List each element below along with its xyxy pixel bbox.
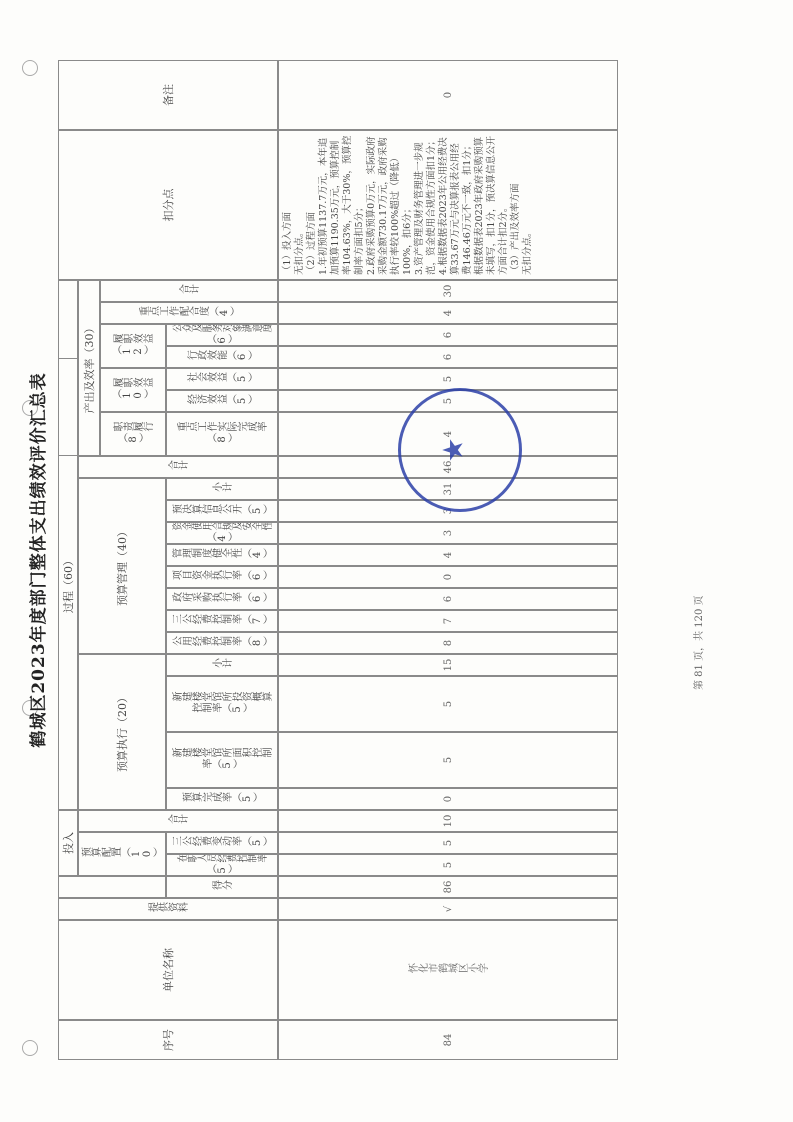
deduction-line: 1.年初预算1137.7万元，本年追加预算1190.35万元，预算控制率104.63%，大于30%，预算控制率方面扣5分； (318, 135, 365, 275)
col-header-score-top (58, 876, 166, 898)
col-header-score: 得分 (166, 876, 278, 898)
col-header-sanggong-change: 三公经费变动率（5） (166, 832, 278, 854)
document-title: 鹤城区2023年度部门整体支出绩效评价汇总表 (29, 372, 49, 748)
deduction-line: （1）投入方面 (282, 211, 293, 275)
cell-economic: 5 (278, 390, 618, 412)
col-header-disclosure: 预决算信息公开（5） (166, 500, 278, 522)
deduction-line: 无扣分点。 (294, 227, 305, 275)
col-header-remark: 备注 (58, 60, 278, 130)
cell-social: 5 (278, 368, 618, 390)
cell-building-invest: 5 (278, 676, 618, 732)
col-header-process-total: 合计 (78, 456, 278, 478)
cell-deductions (278, 130, 618, 280)
evaluation-table (58, 60, 618, 1060)
page-footer: 第 81 页，共 120 页 (694, 595, 705, 690)
cell-input-total: 10 (278, 810, 618, 832)
group-header-effect10: 履职效益（10） (100, 368, 166, 412)
deduction-list (282, 135, 534, 275)
group-header-budget-exec: 预算执行（20） (78, 654, 166, 810)
col-header-satisfaction: 公众及服务对象满意度（6） (166, 324, 278, 346)
col-header-exec-subtotal: 小计 (166, 654, 278, 676)
cell-sanggong-change: 5 (278, 832, 618, 854)
col-header-budget-completion: 预算完成率（5） (166, 788, 278, 810)
col-header-unit-name: 单位名称 (58, 920, 278, 1020)
cell-asset-security: 3 (278, 522, 618, 544)
deduction-line: 4.根据数据表2023年公用经费决算33.67万元与决算报表公用经费146.46万元不一致，扣1分；根据数据表2023年政府采购预算未填写，扣1分，预决算信息公开方面合计扣2分。 (438, 135, 509, 275)
col-header-asset-security: 资金使用合规及安全性（4） (166, 522, 278, 544)
cell-disclosure: 3 (278, 500, 618, 522)
cell-score: 86 (278, 876, 618, 898)
col-header-materials: 提供资料 (58, 898, 278, 920)
cell-process-total: 46 (278, 456, 618, 478)
col-header-building-invest: 新建楼堂馆所投资概算控制率（5） (166, 676, 278, 732)
group-header-budget-mgmt: 预算管理（40） (78, 478, 166, 654)
group-header-effect: 履职效益（12） (100, 324, 166, 368)
cell-key-match: 4 (278, 302, 618, 324)
header-spacer (58, 280, 78, 456)
col-header-sanggong-control: 三公经费控制率（7） (166, 610, 278, 632)
group-header-duty: 职责履行（8） (100, 412, 166, 456)
col-header-building-area: 新建楼堂馆所面积控制率（5） (166, 732, 278, 788)
deduction-line: （2）过程方面 (306, 211, 317, 275)
group-header-budget-config: 预算配置（10） (78, 832, 166, 876)
cell-building-area: 5 (278, 732, 618, 788)
deduction-line: （3）产出及效率方面 (510, 183, 521, 275)
deduction-line: 2.政府采购预算0万元，实际政府采购金额730.17万元，政府采购执行率较100%超过（降低）100%，扣6分； (366, 136, 413, 275)
col-header-social: 社会效益（5） (166, 368, 278, 390)
cell-mgmt-subtotal: 31 (278, 478, 618, 500)
cell-staff-control: 5 (278, 854, 618, 876)
col-header-key-match: 重点工作配合度（4） (100, 302, 278, 324)
col-header-public-funds: 公用经费控制率（8） (166, 632, 278, 654)
cell-remark: 0 (278, 60, 618, 130)
col-header-input-total: 合计 (78, 810, 278, 832)
cell-satisfaction: 6 (278, 324, 618, 346)
seal-star-icon: ★ (436, 437, 470, 463)
official-seal (398, 388, 522, 512)
cell-seq: 84 (278, 1020, 618, 1060)
cell-exec-subtotal: 15 (278, 654, 618, 676)
cell-mgmt-system: 4 (278, 544, 618, 566)
cell-procurement: 6 (278, 588, 618, 610)
cell-project-funds: 0 (278, 566, 618, 588)
cell-key-work: 4 (278, 412, 618, 456)
col-header-project-funds: 项目资金执行率（6） (166, 566, 278, 588)
cell-admin: 6 (278, 346, 618, 368)
col-header-deduction: 扣分点 (58, 130, 278, 280)
group-header-process: 过程（60） (58, 358, 78, 810)
col-header-staff-control: 在职人员经费控制率（5） (166, 854, 278, 876)
cell-unit-name: 怀化市鹤城区小学 (278, 920, 618, 1020)
col-header-mgmt-system: 管理制度健全性（4） (166, 544, 278, 566)
deduction-line: 无扣分点。 (522, 227, 533, 275)
col-header-admin: 行政效能（6） (166, 346, 278, 368)
cell-public-funds: 8 (278, 632, 618, 654)
col-header-seq: 序号 (58, 1020, 278, 1060)
deduction-line: 3.资产管理及财务管理进一步规范，资金使用合规性方面扣1分； (414, 135, 437, 275)
cell-sanggong-control: 7 (278, 610, 618, 632)
col-header-mgmt-subtotal: 小计 (166, 478, 278, 500)
col-header-output-total: 合计 (100, 280, 278, 302)
cell-materials: √ (278, 898, 618, 920)
rotated-sheet (20, 60, 620, 1060)
col-header-procurement: 政府采购执行率（6） (166, 588, 278, 610)
group-header-output: 产出及效率（30） (78, 280, 100, 456)
col-header-key-work: 重点工作实际完成率（8） (166, 412, 278, 456)
cell-output-total: 30 (278, 280, 618, 302)
group-header-input: 投入 (58, 810, 78, 876)
col-header-economic: 经济效益（5） (166, 390, 278, 412)
cell-budget-completion: 0 (278, 788, 618, 810)
